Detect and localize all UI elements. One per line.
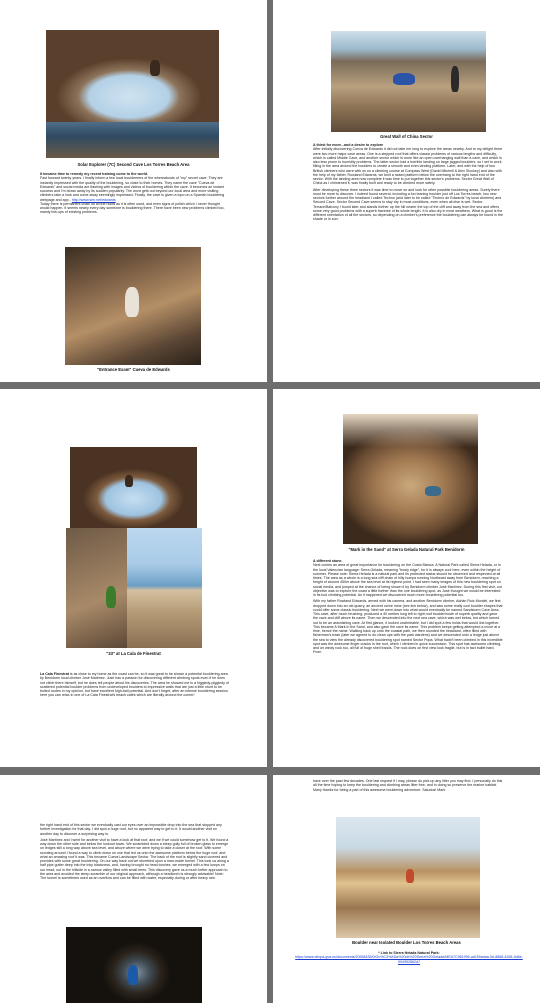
document-page-1 [0,0,267,382]
link-label: * Link to Sierra Helada Natural Park: [378,951,440,955]
text-block-page-6 [313,779,503,794]
spotter-silhouette [451,66,459,92]
climber-silhouette [125,475,133,487]
caption-great-wall: Great Wall of China Sector [380,134,433,139]
lead-heading: A different stone. [313,559,343,563]
photo-second-cave [70,447,197,541]
person-in-tunnel [128,965,138,985]
link-block-page-6 [295,951,523,966]
caption-entrance-exam: "Entrance Exam" Cueva de Edwards [97,367,170,372]
topo-link[interactable]: http://www.sen.net/edwards [71,197,116,202]
document-page-5 [0,775,267,1003]
climber-silhouette [106,586,116,608]
paragraph: Today there is permanent chalk on all the holds as it is often used, and even signs of polish which I never thought would happen. It seems nearly every day someone is bouldering there. There have been new problems climbed too, mainly link-ups of existing problems. [40,201,225,215]
climber-silhouette [393,73,415,85]
natural-park-link[interactable]: https://www.cfmpa.gva.es/documents/20558435/0/Gu%C3%ADa%20de%20Serra%20Gelada/MEA7C961995-ad159adaa-5d-8868-4268-9d6e-994952862d7 [295,955,523,964]
paragraph: After developing these three sectors it was time to move on and look for other possible bouldering areas. Surely there must be more to discover. I indeed found several, including a fun leaning boulder just off Los Torres beach, two new sectors further around the headland I called Techno (and later to be called "Techno de Edwards" by local climbers) and Second Cave. Sector Second Cave seems to stay dry in most conditions, even when all else is wet. Sector Terrace/Balcony I found later and stands further up the hill nearer the top of the cliff and away from the sea and offers some very good problems with a superb traverse of its whole length. It is also dry in most weathers. What is good is the different orientation of all the sectors, so depending on a climber's preference the bouldering can always be found in the shade or in sun. [313,187,504,222]
photo-great-wall-of-china [331,31,486,132]
paragraph: José Martínez and I went for another visit to have a look at that roof, and we if we could somehow get to it. We found a way down the other side and below the lookout tower. We scrambled down a steep gully full of broken glass to emerge on ledges still a long way above sea level, and above where we were trying to take a closer at the roof. With some scouting around I found a way to climb down on one that led us onto the awesome platform below the huge roof, and what an amazing roof it was. This became Cueva Landscape Sector. The back of the roof is slightly sand covered and provides with some great bouldering. On our way back out we stumbled upon a man-made tunnel. This took us along a half pipe gutter deep into the inky blackness, and, having brought no head torches, we emerged with a few lumps on our head, out in the hillside in a narrow valley filled with small trees. This discovery gave us a much better approach to the area and avoided the steep scramble of our original approach, although a headtorch is strongly advisable! Note: The tunnel is sometimes used as an overflow and can be filled with water, especially during or after heavy rain. [40,837,229,880]
paragraph: the right hand end of this sector we eventually cast our eyes over an impossible drop into the sea that stopped any further investigation for that day. I did spot a huge roof, but no apparent way to get to it. It would another visit on another day to discover a surprising way in. [40,823,222,836]
lead-heading: A thirst for more...and a desire to explore [313,143,384,147]
photo-tunnel [66,927,202,1003]
paragraph: is as close to my home as the coast can be, so it was great to be shown a potential bouldering area by Benidorm local climber José Martínez. José has a passion for discovering different climbing spots even if he does not climb there himself, but he does tell people about his discoveries. The area he showed me is a higgledy-piggledy of scattered potential boulder problems from undeveloped boulders to impressive walls that are just a little short to be bolted routes in my opinion, but have excellent high-ball potential. And don't forget, after an intense bouldering session here you can relax in one of La Cala Finestrat's beach cafés which are literally around the corner! [40,672,229,698]
photo-solar-explorer-cave [46,30,219,158]
paragraph: have over the past few decades. One last request if I may, please do pick up any litter you may find. I personally do this all the time hoping to keep the bouldering and climbing areas litter free, and in doing so preserve the marine habitat. Many thanks for being a part of this awesome bouldering adventure. Saludos! Mark [313,779,503,792]
lead-heading: It became time to remedy my recent training come to the world. [40,172,149,176]
document-page-2 [273,0,540,382]
photo-mark-in-the-sand [343,414,478,544]
text-block-page-4 [313,559,503,657]
document-page-6 [273,775,540,1003]
paragraph: Next comes an area of great importance for bouldering on the Costa Blanca. A Natural Park called Sierra Helada, or in the local Valencian language: Serra Gelada, meaning "frosty ridge", for it is always cool here, even within the height of summer. Please note: Sierra Helada is a natural park and its protected status should be observed and respected at all times. The area as a whole is a long sea cliff chain of hilly humps running Northeast away from Benidorm, reaching a height of around 450m above the sea level at its highest point. I had seen many images of this new bouldering spot on social media, and jumped at the chance of being shown it by Benidorm climber José Martínez. During this first visit, our objective was to explore the coast a little further than the one bouldering spot, as José thought we would be interested in its tool climbing potential. As it happened we discovered much more bouldering potential too. [313,563,502,597]
text-block-page-5 [40,823,230,882]
text-block-page-3 [40,672,230,700]
photo-33-la-cala [66,528,202,648]
caption-mark-in-the-sand: "Mark in the Sand" at Serra Gelada Natural Park Benidorm [348,547,465,552]
lead-heading: La Cala Finestrat [40,672,69,676]
climber-silhouette [125,287,139,317]
climber-silhouette [406,869,414,883]
climber-silhouette [150,60,160,76]
climber-silhouette [425,486,441,496]
caption-isolated-boulder: Boulder near Isolated Boulder Los Torres Beach Areas [352,940,461,945]
caption-solar-explorer: Solar Explorer (7C) Second Cave Los Torres Beach Area [77,162,190,167]
paragraph: After initially discovering Cueva de Edwards it did not take me long to explore the areas nearby. And to my delight there were two more major cave areas. One is a stepped roof that offers classic problems of various lengths and difficulty, which is called Middle Cave, and another sector which is more like an open overhanging wall than a cave, and which is also less prone to humidity problems. The latter sector had a horrible landing on large jagged boulders, so I set to work filling in the area around the boulders to create a smooth and even landing platform. Later, and with the help of two British climbers who were with us on a climbing course at Compass West (David Mitchell & Alex Stockey) and also with the help of my father, Rowland Edwards, we built a raised platform below the overhang to the right hand end of the sector. With the landing area now complete it was time to put together this sector's problems. Sector Great Wall of China as I christened it, was finally built and ready to be climbed more safely. [313,147,503,186]
document-page-3 [0,389,267,767]
document-page-4 [273,389,540,767]
text-block-page-1 [40,172,227,217]
caption-33-la-cala: "33" at La Cala de Finestrat [106,651,161,656]
paragraph: With my father Rowland Edwards, armed with his camera, and another Benidorm climber, Adrián Ruiz Montiel, we first dropped down into an old quarry, an ancient ochre mine (see link below), and saw some really cool boulder shapes that could offer some classic bouldering. Next we went down into what would eventually be named Sandstorm Cave Area. This cave, after much brushing, produced a 40 metres long left to right roof boulder/route of superb quality and gave the cave and cliff above its name. Then we descended into the next sea cave, which was wet below, but which turned out to be an astonishing cave. At first glance, it looked unclimbable, but I did spot a few holds that would link together. This became A Mark in the Sand, and also gave the cave its name. This problem keeps getting attempted a move at a time, hence the name. Walking back up onto the coastal path, we then rounded the headland, often filled with fisherman's trash (later we agreed to do clean ups with the park wardens) and we descended onto a ledge just above the sea to view the already discovered bouldering spot named Sector Popa. What hadn't been climbed in this incredible spot was the awesome finger cracks in the roof, which I climbed in quick succession. This spot has awesome climbing, and on windy rock too, all full of huge shell fossils. The rock does on first view look fragile, but is in fact bullet hard. From [313,599,503,655]
paragraph: Fast forward twenty years. I finally inform a few local bouldeerers of the whereabouts of "my" secret cave. They are instantly impressed with the quality of the bouldering, so close to their homes. They name the cave "Cueva de Edwards" and social media are flashing with images and videos of bouldering within the cave. It becomes an instant success and I'm blown away by its sudden popularity. The word gets out beyond our local area and more visiting climbers take a look and come away seemingly impressed. Finally, the cave is given a topo on a Spanish bouldering webpage and app - [40,176,225,202]
text-block-page-2 [313,143,503,224]
photo-isolated-boulder [336,817,480,938]
photo-entrance-exam [65,247,201,365]
